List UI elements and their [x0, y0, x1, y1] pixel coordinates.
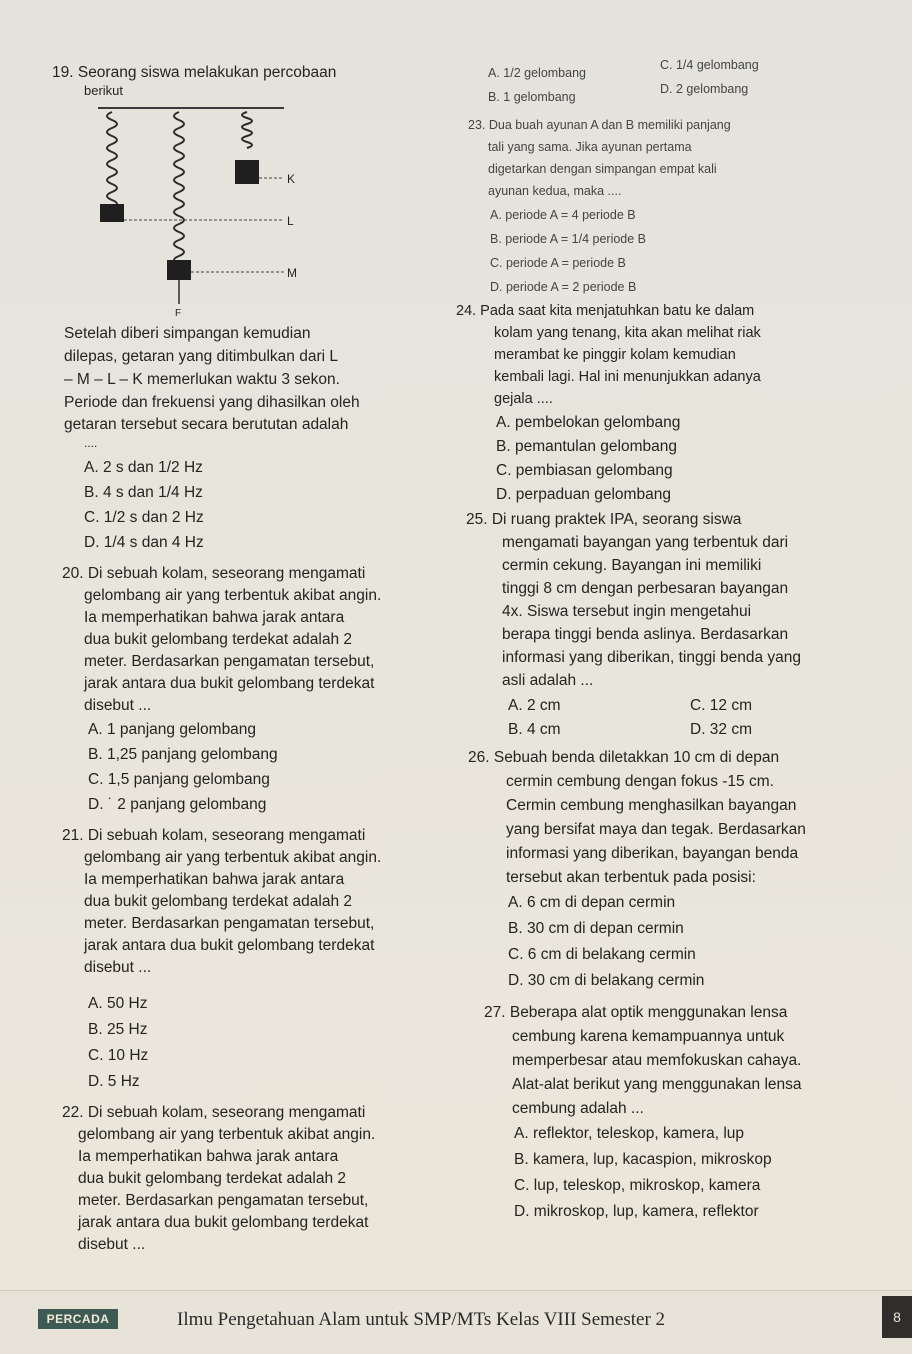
q27-option-b: B. kamera, lup, kacaspion, mikroskop [514, 1151, 772, 1168]
q22-stem-line: gelombang air yang terbentuk akibat angin. [78, 1126, 376, 1143]
q20-option-d: D. ˙ 2 panjang gelombang [88, 796, 267, 813]
q24-option-b: B. pemantulan gelombang [496, 438, 677, 455]
q20-stem-line: dua bukit gelombang terdekat adalah 2 [84, 631, 353, 648]
publisher-logo: PERCADA [38, 1309, 118, 1329]
spring-2 [174, 112, 184, 264]
q24-stem-line: gejala .... [494, 391, 553, 407]
q23-stem-line: ayunan kedua, maka .... [488, 184, 622, 198]
spring-1 [107, 112, 117, 208]
q26-option-d: D. 30 cm di belakang cermin [508, 972, 705, 989]
q23-stem-line: 23. Dua buah ayunan A dan B memiliki panjang [468, 118, 731, 132]
q27-stem-line: cembung adalah ... [512, 1100, 644, 1117]
q19-text-line: dilepas, getaran yang ditimbulkan dari L [64, 348, 339, 365]
q27-stem-line: memperbesar atau memfokuskan cahaya. [512, 1052, 802, 1069]
q25-option-c: C. 12 cm [690, 697, 753, 714]
q26-option-b: B. 30 cm di depan cermin [508, 920, 684, 937]
q21-option-c: C. 10 Hz [88, 1047, 149, 1064]
q19-text-line: getaran tersebut secara berututan adalah [64, 416, 349, 433]
q26-option-a: A. 6 cm di depan cermin [508, 894, 676, 911]
q20-option-b: B. 1,25 panjang gelombang [88, 746, 278, 763]
q25-option-d: D. 32 cm [690, 721, 753, 738]
label-m: M [287, 266, 297, 280]
q20-stem-line: jarak antara dua bukit gelombang terdekat [84, 675, 375, 692]
q25-option-a: A. 2 cm [508, 697, 561, 714]
mass-l-block [100, 204, 124, 222]
q26-stem-line: informasi yang diberikan, bayangan benda [506, 845, 799, 862]
q20-stem-line: disebut ... [84, 697, 152, 714]
q25-stem-line: berapa tinggi benda aslinya. Berdasarkan [502, 626, 789, 643]
q25-stem-line: 4x. Siswa tersebut ingin mengetahui [502, 603, 752, 620]
q21-stem-line: dua bukit gelombang terdekat adalah 2 [84, 893, 353, 910]
page-number: 8 [882, 1296, 912, 1338]
q21-option-d: D. 5 Hz [88, 1073, 140, 1090]
prev-option-c: C. 1/4 gelombang [660, 58, 759, 72]
q26-stem-line: cermin cembung dengan fokus -15 cm. [506, 773, 774, 790]
q20-stem-line: gelombang air yang terbentuk akibat angin. [84, 587, 382, 604]
q23-option-d: D. periode A = 2 periode B [490, 280, 637, 294]
q23-stem-line: digetarkan dengan simpangan empat kali [488, 162, 717, 176]
q25-stem-line: informasi yang diberikan, tinggi benda yang [502, 649, 801, 666]
q19-stem-line: 19. Seorang siswa melakukan percobaan [52, 64, 337, 81]
q23-option-a: A. periode A = 4 periode B [490, 208, 636, 222]
q21-stem-line: 21. Di sebuah kolam, seseorang mengamati [62, 827, 366, 844]
q19-text-line: Periode dan frekuensi yang dihasilkan oleh [64, 394, 360, 411]
q26-stem-line: 26. Sebuah benda diletakkan 10 cm di depan [468, 749, 780, 766]
q20-stem-line: 20. Di sebuah kolam, seseorang mengamati [62, 565, 366, 582]
q19-option-c: C. 1/2 s dan 2 Hz [84, 509, 204, 526]
q22-stem-line: 22. Di sebuah kolam, seseorang mengamati [62, 1104, 366, 1121]
q19-stem-line: berikut [84, 83, 124, 98]
label-f: F [175, 308, 182, 319]
q19-text-line: .... [84, 436, 98, 450]
prev-option-d: D. 2 gelombang [660, 82, 749, 96]
q25-stem-line: cermin cekung. Bayangan ini memiliki [502, 557, 762, 574]
q22-stem-line: Ia memperhatikan bahwa jarak antara [78, 1148, 339, 1165]
q26-stem-line: yang bersifat maya dan tegak. Berdasarkan [506, 821, 806, 838]
q22-stem-line: dua bukit gelombang terdekat adalah 2 [78, 1170, 347, 1187]
q24-stem-line: merambat ke pinggir kolam kemudian [494, 347, 736, 363]
q24-option-d: D. perpaduan gelombang [496, 486, 671, 503]
q21-option-a: A. 50 Hz [88, 995, 148, 1012]
q19-option-d: D. 1/4 s dan 4 Hz [84, 534, 204, 551]
q24-stem-line: 24. Pada saat kita menjatuhkan batu ke dalam [456, 303, 755, 319]
q25-stem-line: tinggi 8 cm dengan perbesaran bayangan [502, 580, 789, 597]
q25-stem-line: mengamati bayangan yang terbentuk dari [502, 534, 789, 551]
q21-stem-line: disebut ... [84, 959, 152, 976]
q20-option-a: A. 1 panjang gelombang [88, 721, 257, 738]
q19-option-b: B. 4 s dan 1/4 Hz [84, 484, 203, 501]
prev-option-b: B. 1 gelombang [488, 90, 576, 104]
q27-stem-line: 27. Beberapa alat optik menggunakan lensa [484, 1004, 788, 1021]
book-title: Ilmu Pengetahuan Alam untuk SMP/MTs Kelas VIII Semester 2 [177, 1309, 666, 1330]
prev-option-a: A. 1/2 gelombang [488, 66, 586, 80]
q24-option-c: C. pembiasan gelombang [496, 462, 673, 479]
q24-stem-line: kembali lagi. Hal ini menunjukkan adanya [494, 369, 761, 385]
mass-m-block [167, 260, 191, 280]
q19-text-line: – M – L – K memerlukan waktu 3 sekon. [64, 371, 340, 388]
q23-option-c: C. periode A = periode B [490, 256, 626, 270]
mass-k-block [235, 160, 259, 184]
q23-stem-line: tali yang sama. Jika ayunan pertama [488, 140, 692, 154]
q21-stem-line: jarak antara dua bukit gelombang terdekat [84, 937, 375, 954]
q19-text-line: Setelah diberi simpangan kemudian [64, 325, 311, 342]
label-k: K [287, 172, 296, 186]
q23-option-b: B. periode A = 1/4 periode B [490, 232, 647, 246]
q21-stem-line: gelombang air yang terbentuk akibat angin. [84, 849, 382, 866]
label-l: L [287, 214, 294, 228]
q20-stem-line: meter. Berdasarkan pengamatan tersebut, [84, 653, 375, 670]
q20-option-c: C. 1,5 panjang gelombang [88, 771, 270, 788]
q21-stem-line: meter. Berdasarkan pengamatan tersebut, [84, 915, 375, 932]
q21-stem-line: Ia memperhatikan bahwa jarak antara [84, 871, 345, 888]
q25-stem-line: 25. Di ruang praktek IPA, seorang siswa [466, 511, 742, 528]
q25-stem-line: asli adalah ... [502, 672, 594, 689]
spring-3 [242, 112, 252, 148]
q27-option-d: D. mikroskop, lup, kamera, reflektor [514, 1203, 759, 1220]
q25-option-b: B. 4 cm [508, 721, 561, 738]
q26-option-c: C. 6 cm di belakang cermin [508, 946, 696, 963]
q21-option-b: B. 25 Hz [88, 1021, 148, 1038]
q24-stem-line: kolam yang tenang, kita akan melihat riak [494, 325, 761, 341]
q27-stem-line: Alat-alat berikut yang menggunakan lensa [512, 1076, 802, 1093]
q26-stem-line: Cermin cembung menghasilkan bayangan [506, 797, 797, 814]
q19-option-a: A. 2 s dan 1/2 Hz [84, 459, 203, 476]
q27-option-c: C. lup, teleskop, mikroskop, kamera [514, 1177, 761, 1194]
q27-stem-line: cembung karena kemampuannya untuk [512, 1028, 785, 1045]
spring-oscillation-diagram [84, 100, 314, 320]
q24-option-a: A. pembelokan gelombang [496, 414, 681, 431]
q22-stem-line: disebut ... [78, 1236, 146, 1253]
q20-stem-line: Ia memperhatikan bahwa jarak antara [84, 609, 345, 626]
q22-stem-line: jarak antara dua bukit gelombang terdekat [78, 1214, 369, 1231]
q26-stem-line: tersebut akan terbentuk pada posisi: [506, 869, 756, 886]
q27-option-a: A. reflektor, teleskop, kamera, lup [514, 1125, 745, 1142]
q22-stem-line: meter. Berdasarkan pengamatan tersebut, [78, 1192, 369, 1209]
